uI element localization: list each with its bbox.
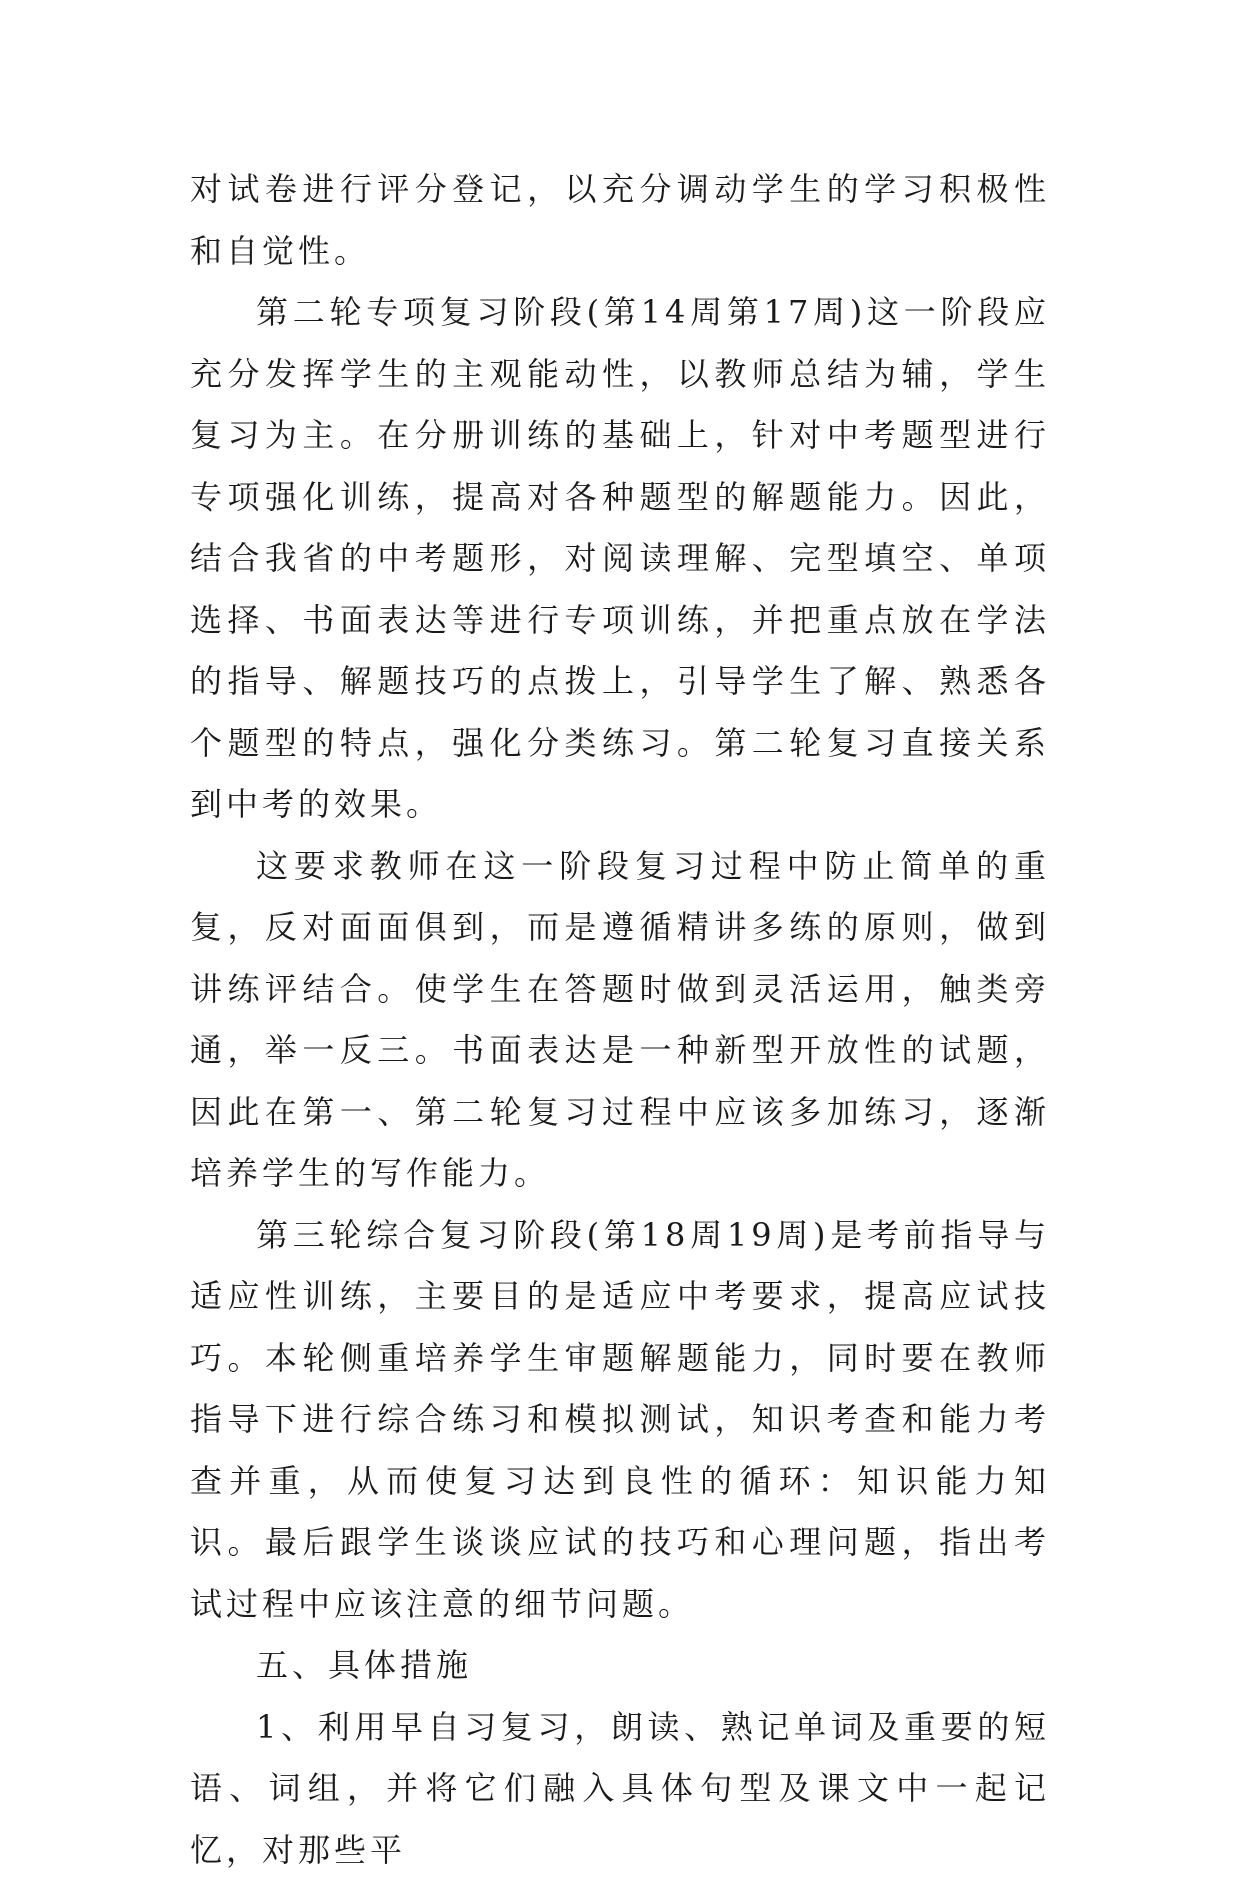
section-heading: 五、具体措施 <box>190 1635 1050 1697</box>
paragraph-2: 第二轮专项复习阶段(第14周第17周)这一阶段应充分发挥学生的主观能动性，以教师总结为辅，学生复习为主。在分册训练的基础上，针对中考题型进行专项强化训练，提高对各种题型的解题能力。因此，结合我省的中考题形，对阅读理解、完型填空、单项选择、书面表达等进行专项训练，并把重点放在学法的指导、解题技巧的点拨上，引导学生了解、熟悉各个题型的特点，强化分类练习。第二轮复习直接关系到中考的效果。 <box>190 282 1050 836</box>
paragraph-3: 这要求教师在这一阶段复习过程中防止简单的重复，反对面面俱到，而是遵循精讲多练的原则，做到讲练评结合。使学生在答题时做到灵活运用，触类旁通，举一反三。书面表达是一种新型开放性的试题，因此在第一、第二轮复习过程中应该多加练习，逐渐培养学生的写作能力。 <box>190 836 1050 1205</box>
paragraph-1: 对试卷进行评分登记，以充分调动学生的学习积极性和自觉性。 <box>190 159 1050 282</box>
paragraph-6: 1、利用早自习复习，朗读、熟记单词及重要的短语、词组，并将它们融入具体句型及课文中一起记忆，对那些平 <box>190 1697 1050 1881</box>
paragraph-4: 第三轮综合复习阶段(第18周19周)是考前指导与适应性训练，主要目的是适应中考要求，提高应试技巧。本轮侧重培养学生审题解题能力，同时要在教师指导下进行综合练习和模拟测试，知识考查和能力考查并重，从而使复习达到良性的循环：知识能力知识。最后跟学生谈谈应试的技巧和心理问题，指出考试过程中应该注意的细节问题。 <box>190 1205 1050 1636</box>
document-body <box>190 159 1050 1881</box>
